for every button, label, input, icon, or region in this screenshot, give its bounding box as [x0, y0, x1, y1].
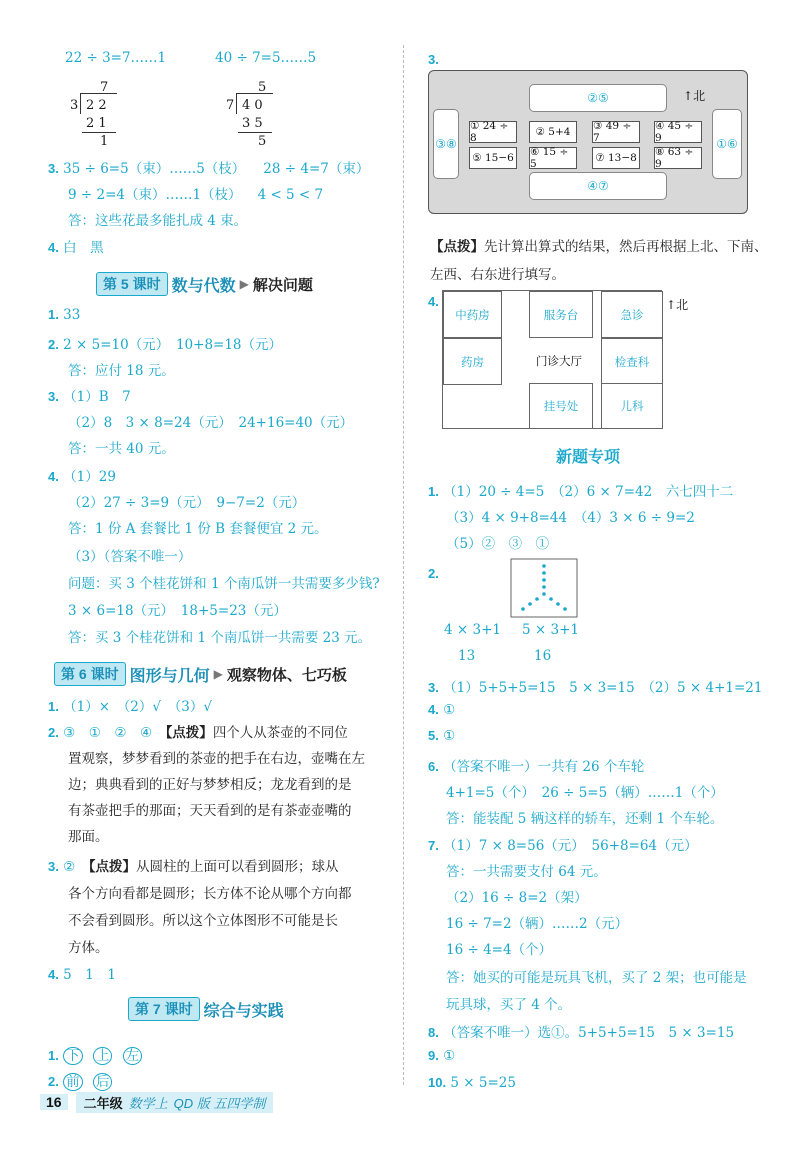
- new-answer-7-part2: （2）16 ÷ 8=2（架）: [446, 890, 588, 906]
- s6-answer-2: 2. ③ ① ② ④ 【点拨】四个人从茶壶的不同位: [48, 725, 348, 741]
- tip-3: 【点拨】先计算出算式的结果，然后再根据上北、下南、: [430, 239, 768, 255]
- map-cell: ① 24 ÷ 8: [469, 121, 517, 143]
- eq-40-div-7: 40 ÷ 7=5……5: [215, 50, 317, 66]
- north-arrow-icon: ↑: [683, 89, 694, 103]
- s6-tip-line: 不会看到圆形。所以这个立体图形不可能是长: [68, 913, 338, 929]
- new-answer-10: 10. 5 × 5=25: [428, 1075, 516, 1091]
- expression-1: 4 × 3+1: [444, 622, 501, 638]
- north-arrow-icon: ↑: [666, 298, 677, 312]
- new-answer-1: 1. （1）20 ÷ 4=5 （2）6 × 7=42 六七四十二: [428, 484, 734, 500]
- answer-4: 4. 白 黑: [48, 240, 104, 256]
- page-number: 16: [40, 1094, 68, 1110]
- new-answer-1-line2: （3）4 × 9+8=44 （4）3 × 6 ÷ 9=2: [446, 510, 695, 526]
- s5-answer-4-calc: 3 × 6=18（元） 18+5=23（元）: [68, 603, 287, 619]
- value-1: 13: [458, 648, 476, 664]
- room: 儿科: [601, 383, 663, 429]
- expression-2: 5 × 3+1: [522, 622, 579, 638]
- s7-answer-1: 1. 下 上 左: [48, 1044, 142, 1064]
- section-topic: 解决问题: [252, 276, 313, 294]
- footer-info: [76, 1092, 274, 1113]
- s6-tip-line: 有茶壶把手的那面；天天看到的是有茶壶壶嘴的: [68, 803, 352, 819]
- answer-3-conclusion: 答：这些花最多能扎成 4 束。: [68, 213, 248, 229]
- s5-answer-4-conclusion: 答：1 份 A 套餐比 1 份 B 套餐便宜 2 元。: [68, 521, 328, 537]
- room: 服务台: [529, 291, 593, 338]
- map-cell: ⑥ 15 ÷ 5: [529, 147, 577, 169]
- room: 药房: [443, 338, 502, 385]
- s5-answer-2: 2. 2 × 5=10（元） 10+8=18（元）: [48, 337, 283, 353]
- tip-3-line2: 左西、右东进行填写。: [430, 267, 565, 283]
- new-answer-5: 5. ①: [428, 728, 456, 744]
- east-slot: ①⑥: [712, 109, 742, 179]
- north-arrow: ↑北: [683, 89, 706, 103]
- north-arrow-4: ↑北: [666, 298, 689, 312]
- section-category: 数与代数: [171, 277, 236, 295]
- map-cell: ⑤ 15−6: [469, 147, 517, 169]
- room: 急诊: [601, 291, 663, 338]
- new-topics-title: 新题专项: [556, 449, 621, 466]
- new-answer-7-calc3: 16 ÷ 4=4（个）: [446, 942, 553, 958]
- hospital-map-4: [442, 290, 662, 429]
- s5-answer-4-question: 问题：买 3 个桂花饼和 1 个南瓜饼一共需要多少钱?: [68, 576, 380, 592]
- north-slot: ②⑤: [529, 84, 667, 112]
- dividend: 2 2: [86, 98, 107, 113]
- eq-22-div-3: 22 ÷ 3=7……1: [65, 50, 167, 66]
- product: 3 5: [242, 116, 263, 131]
- problem-4-number: 4.: [428, 294, 439, 309]
- section-lesson-7: [128, 997, 284, 1021]
- s6-tip-line: 方体。: [68, 940, 109, 956]
- divisor: 3: [70, 98, 79, 113]
- s6-answer-4: 4. 5 1 1: [48, 967, 116, 983]
- section-lesson-5: [96, 272, 313, 296]
- s6-answer-3: 3. ② 【点拨】从圆柱的上面可以看到圆形；球从: [48, 859, 339, 875]
- answer-3-line1: 3. 35 ÷ 6=5（束）……5（枝） 28 ÷ 4=7（束）: [48, 161, 370, 177]
- room: 检查科: [601, 338, 663, 385]
- room: 挂号处: [529, 383, 593, 429]
- divisor: 7: [226, 98, 235, 113]
- subject-label: 数学上: [128, 1095, 168, 1111]
- s6-tip-line: 边；典典看到的正好与梦梦相反；龙龙看到的是: [68, 777, 352, 793]
- long-division-a: [70, 80, 130, 150]
- lesson-tag: 第 7 课时: [128, 997, 200, 1021]
- triangle-icon: ▶: [213, 667, 223, 681]
- new-answer-7-calc2: 16 ÷ 7=2（辆）……2（元）: [446, 916, 629, 932]
- section-lesson-6: [54, 662, 347, 686]
- column-divider: [403, 45, 404, 1085]
- s5-answer-4-part3: （3）（答案不唯一）: [68, 549, 192, 565]
- s5-answer-3: 3. （1）B 7: [48, 389, 131, 405]
- s7-answer-2: 2. 前 后: [48, 1070, 112, 1090]
- s5-answer-3-conclusion: 答：一共 40 元。: [68, 441, 175, 457]
- map-cell: ③ 49 ÷ 7: [592, 121, 640, 143]
- grade-label: 二年级: [83, 1095, 123, 1111]
- page-footer: [40, 1092, 340, 1112]
- answer-3-line2: 9 ÷ 2=4（束）……1（枝） 4 < 5 < 7: [68, 187, 324, 203]
- s6-answer-1: 1. （1）× （2）√ （3）√: [48, 699, 212, 715]
- room: 中药房: [443, 291, 502, 338]
- s6-tip-line: 那面。: [68, 829, 109, 845]
- s5-answer-1: 1. 33: [48, 307, 81, 323]
- s5-answer-4-part2: （2）27 ÷ 3=9（元） 9−7=2（元）: [68, 495, 306, 511]
- new-answer-6-conclusion: 答：能装配 5 辆这样的轿车，还剩 1 个车轮。: [446, 811, 724, 827]
- dividend: 4 0: [242, 98, 263, 113]
- map-cell: ⑧ 63 ÷ 9: [654, 147, 702, 169]
- triangle-icon: ▶: [239, 277, 249, 291]
- new-answer-2-number: 2.: [428, 566, 439, 581]
- section-category: 图形与几何: [129, 667, 210, 685]
- value-2: 16: [534, 648, 552, 664]
- new-answer-7-conclusion1: 答：一共需要支付 64 元。: [446, 864, 607, 880]
- west-slot: ③⑧: [433, 109, 459, 179]
- s5-answer-4-final: 答：买 3 个桂花饼和 1 个南瓜饼一共需要 23 元。: [68, 630, 372, 646]
- map-cell: ⑦ 13−8: [592, 147, 640, 169]
- section-topic: 观察物体、七巧板: [226, 666, 347, 684]
- section-category: 综合与实践: [203, 1002, 284, 1020]
- s6-tip-line: 各个方向看都是圆形；长方体不论从哪个方向都: [68, 886, 352, 902]
- quotient: 5: [258, 80, 267, 95]
- s5-answer-2-conclusion: 答：应付 18 元。: [68, 363, 175, 379]
- s6-tip-line: 置观察，梦梦看到的茶壶的把手在右边，壶嘴在左: [68, 751, 365, 767]
- remainder: 5: [258, 134, 267, 149]
- new-answer-9: 9. ①: [428, 1048, 456, 1064]
- new-answer-8: 8. （答案不唯一）选①。5+5+5=15 5 × 3=15: [428, 1025, 735, 1041]
- new-answer-4: 4. ①: [428, 702, 456, 718]
- south-slot: ④⑦: [529, 172, 667, 200]
- new-answer-7-conclusion2-line2: 玩具球，买了 4 个。: [446, 997, 572, 1013]
- new-answer-6: 6. （答案不唯一）一共有 26 个车轮: [428, 759, 645, 775]
- lesson-tag: 第 6 课时: [54, 662, 126, 686]
- edition-label: QD 版 五四学制: [173, 1095, 266, 1111]
- remainder: 1: [100, 134, 109, 149]
- direction-map-3: [428, 70, 748, 214]
- map-cell: ④ 45 ÷ 9: [654, 121, 702, 143]
- new-answer-7-conclusion2: 答：她买的可能是玩具飞机，买了 2 架；也可能是: [446, 970, 747, 986]
- problem-3-number: 3.: [428, 52, 439, 67]
- map-cell: ② 5+4: [529, 121, 577, 143]
- new-answer-6-calc: 4+1=5（个） 26 ÷ 5=5（辆）……1（个）: [446, 785, 724, 801]
- s5-answer-4: 4. （1）29: [48, 469, 116, 485]
- product: 2 1: [86, 116, 107, 131]
- quotient: 7: [100, 80, 109, 95]
- dot-pattern-figure: [510, 558, 578, 620]
- s5-answer-3-part2: （2）8 3 × 8=24（元） 24+16=40（元）: [68, 415, 354, 431]
- hall: 门诊大厅: [519, 341, 599, 381]
- new-answer-7: 7. （1）7 × 8=56（元） 56+8=64（元）: [428, 838, 698, 854]
- new-answer-3: 3. （1）5+5+5=15 5 × 3=15 （2）5 × 4+1=21: [428, 680, 763, 696]
- lesson-tag: 第 5 课时: [96, 272, 168, 296]
- long-division-b: [226, 80, 286, 150]
- new-answer-1-line3: （5）② ③ ①: [446, 536, 550, 552]
